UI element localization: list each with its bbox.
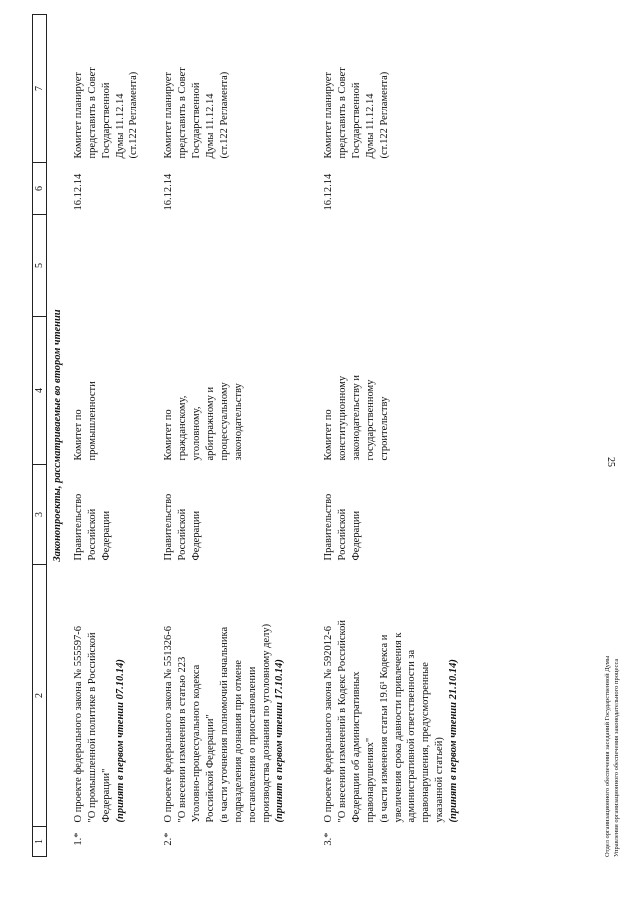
committee-line: Комитет по bbox=[73, 409, 85, 461]
initiator bbox=[161, 465, 321, 565]
committee bbox=[161, 317, 321, 465]
committee-plan-line: (ст.122 Регламента) bbox=[378, 71, 390, 159]
committee-plan-line: (ст.122 Регламента) bbox=[218, 71, 230, 159]
item-number: 1.* bbox=[73, 832, 85, 846]
initiator-line: Федерации bbox=[100, 510, 112, 561]
committee bbox=[321, 317, 495, 465]
committee-line: промышленности bbox=[86, 381, 98, 461]
committee-plan-line: представить в Совет bbox=[337, 67, 349, 159]
initiator-line: Правительство bbox=[163, 493, 175, 561]
agenda-table bbox=[32, 14, 495, 857]
committee-line: Комитет по bbox=[323, 409, 335, 461]
column-5-cell bbox=[161, 215, 321, 317]
bill-title-line: производства дознания по уголовному делу) bbox=[260, 623, 272, 823]
date-cell: 16.12.14 bbox=[323, 173, 335, 211]
committee-line: строительству bbox=[378, 396, 390, 461]
committee-plan-line: Комитет планирует bbox=[163, 72, 175, 159]
bill-title-line: О проекте федерального закона № 551326-6 bbox=[163, 625, 175, 823]
bill-title-line: "О внесении изменений в Кодекс Российской bbox=[337, 620, 349, 823]
table-row bbox=[321, 15, 495, 857]
date-cell: 16.12.14 bbox=[73, 173, 85, 211]
bill-title-line: Федерации об административных bbox=[350, 671, 362, 823]
item-number: 3.* bbox=[323, 832, 335, 846]
bill-title-line: правонарушения, предусмотренные bbox=[420, 662, 432, 823]
item-number: 2.* bbox=[163, 832, 175, 846]
bill-title-line: О проекте федерального закона № 555597-6 bbox=[73, 625, 85, 823]
bill-title-line: постановления о приостановлении bbox=[246, 666, 258, 823]
committee-plan-line: Комитет планирует bbox=[323, 72, 335, 159]
bill-title-line: административной ответственности за bbox=[406, 649, 418, 823]
committee-plan-line: Государственной bbox=[100, 82, 112, 159]
footer bbox=[604, 656, 622, 857]
initiator-line: Российской bbox=[177, 508, 189, 561]
bill-title-line: указанной статьей) bbox=[434, 737, 446, 823]
section-title: Законопроекты, рассматриваемые во втором чтении bbox=[52, 309, 64, 562]
bill-title-line: О проекте федерального закона № 592012-6 bbox=[323, 625, 335, 823]
bill-title bbox=[161, 565, 321, 827]
initiator-line: Российской bbox=[86, 508, 98, 561]
committee-line: арбитражному и bbox=[205, 386, 217, 461]
bill-title bbox=[71, 565, 161, 827]
bill-title-line: Уголовно-процессуального кодекса bbox=[191, 664, 203, 823]
column-header: 3 bbox=[33, 465, 47, 565]
column-header: 6 bbox=[33, 163, 47, 215]
committee-line: гражданскому, bbox=[177, 395, 189, 461]
page-number: 25 bbox=[605, 457, 616, 467]
bill-title-line: правонарушениях" bbox=[364, 737, 376, 823]
initiator bbox=[321, 465, 495, 565]
committee-plan-line: Государственной bbox=[350, 82, 362, 159]
bill-title-line: увеличения срока давности привлечения к bbox=[392, 632, 404, 823]
initiator-line: Правительство bbox=[73, 493, 85, 561]
committee-line: уголовному, bbox=[191, 406, 203, 461]
committee-line: законодательству и bbox=[350, 374, 362, 461]
bill-title-line: "О промышленной политике в Российской bbox=[86, 632, 98, 823]
committee-plan-line: Думы 11.12.14 bbox=[364, 93, 376, 159]
column-header-row bbox=[33, 15, 47, 857]
committee-plan-line: (ст.122 Регламента) bbox=[128, 71, 140, 159]
reading-status: (принят в первом чтении 17.10.14) bbox=[274, 659, 286, 823]
committee-plan-line: Государственной bbox=[191, 82, 203, 159]
committee-line: законодательству bbox=[232, 383, 244, 461]
column-header: 7 bbox=[33, 15, 47, 163]
table-row bbox=[71, 15, 161, 857]
committee-plan-line: Думы 11.12.14 bbox=[205, 93, 217, 159]
bill-title-line: (в части изменения статьи 19.6¹ Кодекса и bbox=[378, 634, 390, 823]
committee-plan bbox=[321, 15, 495, 163]
column-header: 1 bbox=[33, 827, 47, 857]
initiator bbox=[71, 465, 161, 565]
initiator-line: Федерации bbox=[191, 510, 203, 561]
column-header: 5 bbox=[33, 215, 47, 317]
reading-status: (принят в первом чтении 07.10.14) bbox=[114, 659, 126, 823]
committee-line: процессуальному bbox=[218, 382, 230, 461]
table-row bbox=[161, 15, 321, 857]
committee-plan-line: представить в Совет bbox=[177, 67, 189, 159]
bill-title bbox=[321, 565, 495, 827]
committee-line: государственному bbox=[364, 379, 376, 461]
bill-title-line: (в части уточнения полномочий начальника bbox=[218, 626, 230, 823]
committee-line: Комитет по bbox=[163, 409, 175, 461]
committee bbox=[71, 317, 161, 465]
committee-plan-line: Думы 11.12.14 bbox=[114, 93, 126, 159]
initiator-line: Федерации bbox=[350, 510, 362, 561]
bill-title-line: подразделения дознания при отмене bbox=[232, 660, 244, 823]
reading-status: (принят в первом чтении 21.10.14) bbox=[447, 659, 459, 823]
committee-plan bbox=[161, 15, 321, 163]
column-header: 2 bbox=[33, 565, 47, 827]
bill-title-line: Федерации" bbox=[100, 768, 112, 823]
date-cell: 16.12.14 bbox=[163, 173, 175, 211]
initiator-line: Российской bbox=[337, 508, 349, 561]
column-5-cell bbox=[321, 215, 495, 317]
committee-line: конституционному bbox=[337, 375, 349, 461]
footer-line: Управления организационного обеспечения законодательного процесса bbox=[612, 658, 620, 857]
bill-title-line: "О внесении изменения в статью 223 bbox=[177, 656, 189, 823]
section-heading-row bbox=[47, 15, 71, 857]
column-header: 4 bbox=[33, 317, 47, 465]
committee-plan-line: представить в Совет bbox=[86, 67, 98, 159]
column-5-cell bbox=[71, 215, 161, 317]
committee-plan bbox=[71, 15, 161, 163]
committee-plan-line: Комитет планирует bbox=[73, 72, 85, 159]
footer-line: Отдел организационного обеспечения заседаний Государственной Думы bbox=[604, 655, 611, 857]
bill-title-line: Российской Федерации" bbox=[205, 714, 217, 823]
initiator-line: Правительство bbox=[323, 493, 335, 561]
